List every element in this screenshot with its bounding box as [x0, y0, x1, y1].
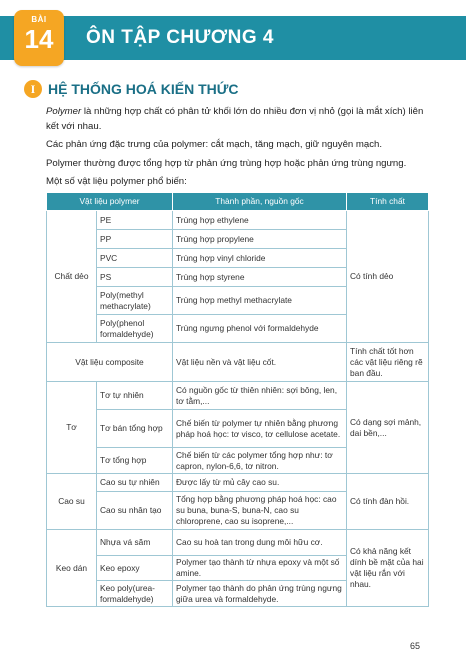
material-name: Tơ tự nhiên	[97, 382, 173, 410]
section-number-icon: I	[24, 80, 42, 98]
polymer-materials-table	[46, 192, 429, 607]
material-name: Poly(methyl methacrylate)	[97, 287, 173, 315]
material-name: Tơ tổng hợp	[97, 448, 173, 474]
material-name: PS	[97, 268, 173, 287]
material-name: Cao su nhân tạo	[97, 492, 173, 530]
chapter-title: ÔN TẬP CHƯƠNG 4	[86, 27, 274, 48]
property-rubber: Có tính đàn hồi.	[347, 474, 429, 530]
group-plastic: Chất dẻo	[47, 211, 97, 343]
polymer-definition-text: là những hợp chất có phân tử khối lớn do nhiều đơn vị nhỏ (gọi là mắt xích) liên kết với nhau.	[46, 106, 424, 132]
material-origin: Chế biến từ polymer tự nhiên bằng phương pháp hoá học: tơ visco, tơ cellulose acetate.	[173, 410, 347, 448]
page-number: 65	[409, 641, 420, 651]
paragraph-reactions: Các phản ứng đặc trưng của polymer: cắt mạch, tăng mạch, giữ nguyên mạch.	[46, 139, 383, 150]
paragraph-materials-intro: Một số vật liệu polymer phổ biến:	[46, 176, 187, 187]
section-title: HỆ THỐNG HOÁ KIẾN THỨC	[48, 81, 239, 97]
property-plastic: Có tính dẻo	[347, 211, 429, 343]
material-origin: Tổng hợp bằng phương pháp hoá học: cao su buna, buna-S, buna-N, cao su chloroprene, cao su isoprene,...	[173, 492, 347, 530]
material-name: Keo epoxy	[97, 556, 173, 581]
lesson-label: BÀI	[31, 15, 47, 24]
material-origin: Được lấy từ mủ cây cao su.	[173, 474, 347, 492]
material-name: PE	[97, 211, 173, 230]
group-glue: Keo dán	[47, 530, 97, 607]
material-origin: Trùng ngưng phenol với formaldehyde	[173, 315, 347, 343]
material-origin: Chế biến từ các polymer tổng hợp như: tơ capron, nylon-6,6, tơ nitron.	[173, 448, 347, 474]
material-name: PP	[97, 230, 173, 249]
material-origin: Vật liệu nền và vật liệu cốt.	[173, 343, 347, 382]
table-row	[47, 382, 429, 410]
material-name: Keo poly(urea-formaldehyde)	[97, 581, 173, 607]
material-origin: Trùng hợp propylene	[173, 230, 347, 249]
header-material: Vật liệu polymer	[47, 193, 173, 211]
material-name: Cao su tự nhiên	[97, 474, 173, 492]
polymer-term: Polymer	[46, 106, 82, 117]
group-rubber: Cao su	[47, 474, 97, 530]
lesson-badge	[14, 10, 64, 66]
paragraph-synthesis: Polymer thường được tổng hợp từ phản ứng trùng hợp hoặc phản ứng trùng ngưng.	[46, 158, 407, 169]
table-row	[47, 211, 429, 230]
material-name: PVC	[97, 249, 173, 268]
table-row	[47, 474, 429, 492]
material-origin: Polymer tạo thành từ nhựa epoxy và một số amine.	[173, 556, 347, 581]
header-origin: Thành phần, nguồn gốc	[173, 193, 347, 211]
material-origin: Có nguồn gốc từ thiên nhiên: sợi bông, len, tơ tằm,...	[173, 382, 347, 410]
table-row	[47, 530, 429, 556]
property-composite: Tính chất tốt hơn các vật liệu riêng rẽ ban đầu.	[347, 343, 429, 382]
lesson-number: 14	[24, 24, 54, 54]
material-origin: Trùng hợp ethylene	[173, 211, 347, 230]
material-name: Nhựa vá săm	[97, 530, 173, 556]
material-origin: Trùng hợp vinyl chloride	[173, 249, 347, 268]
table-row	[47, 343, 429, 382]
material-origin: Trùng hợp styrene	[173, 268, 347, 287]
paragraph-polymer-definition	[46, 105, 424, 134]
property-fiber: Có dạng sợi mảnh, dai bền,...	[347, 382, 429, 474]
group-composite: Vật liệu composite	[47, 343, 173, 382]
header-property: Tính chất	[347, 193, 429, 211]
property-glue: Có khả năng kết dính bề mặt của hai vật liệu rắn với nhau.	[347, 530, 429, 607]
material-origin: Trùng hợp methyl methacrylate	[173, 287, 347, 315]
group-fiber: Tơ	[47, 382, 97, 474]
material-origin: Cao su hoà tan trong dung môi hữu cơ.	[173, 530, 347, 556]
material-name: Poly(phenol formaldehyde)	[97, 315, 173, 343]
material-name: Tơ bán tổng hợp	[97, 410, 173, 448]
table-header-row	[47, 193, 429, 211]
material-origin: Polymer tạo thành do phản ứng trùng ngưng giữa urea và formaldehyde.	[173, 581, 347, 607]
